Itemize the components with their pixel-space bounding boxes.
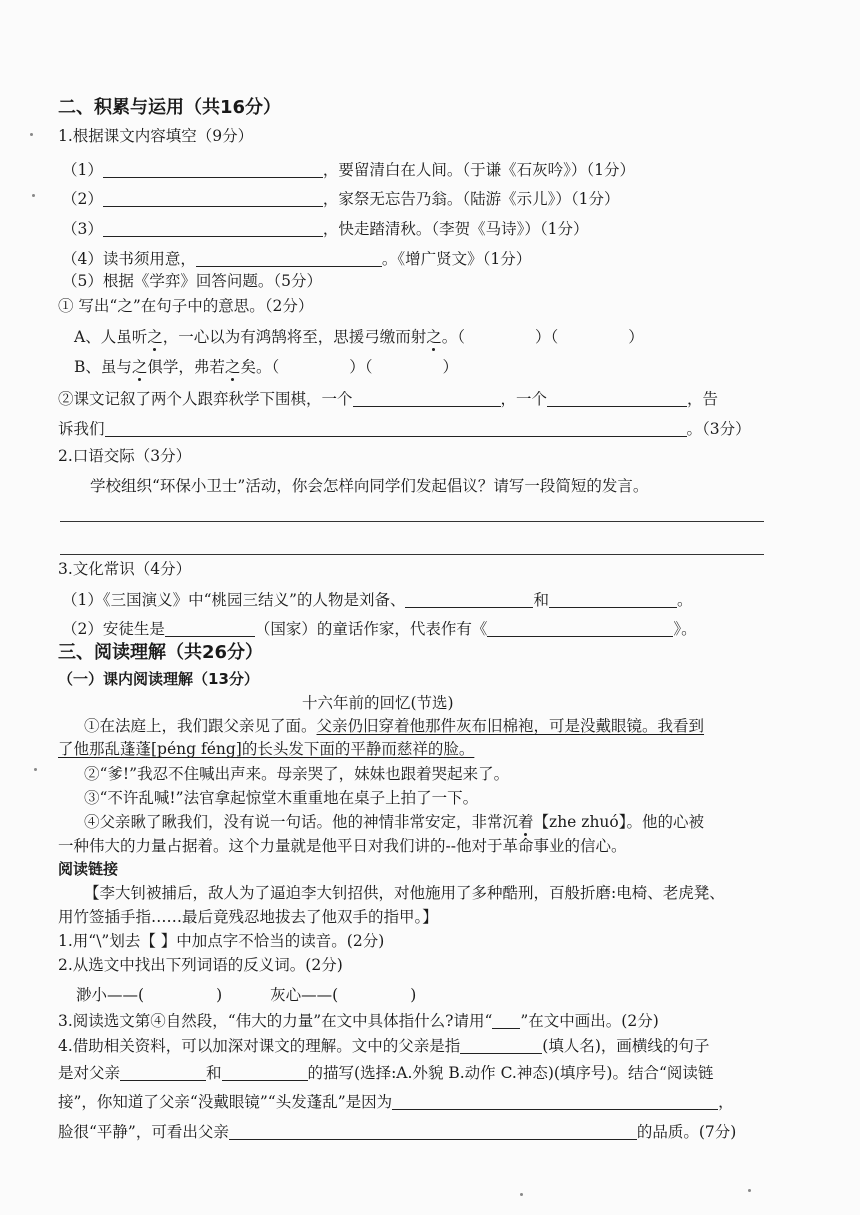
passage-p1a bbox=[84, 716, 704, 736]
q1-line1-text: ，要留清白在人间。（于谦《石灰吟》）（1分） bbox=[322, 161, 635, 179]
q1-line2-num: （2） bbox=[62, 190, 103, 208]
q1-title: 1.根据课文内容填空（9分） bbox=[58, 127, 254, 145]
text: 的品质。(7分) bbox=[636, 1123, 737, 1141]
q1-sub2 bbox=[58, 389, 718, 409]
passage-p4a bbox=[84, 812, 704, 832]
dotted-char: 之 bbox=[426, 328, 442, 346]
answer-blank[interactable] bbox=[392, 1093, 718, 1110]
text: ，一个 bbox=[500, 390, 548, 408]
q1-line2-text: ，家祭无忘告乃翁。（陆游《示儿》）（1分） bbox=[322, 190, 620, 208]
text: 渺小——( bbox=[76, 986, 145, 1004]
dotted-char: 之 bbox=[147, 328, 163, 346]
text: ， bbox=[718, 1093, 734, 1111]
q1-sub2b bbox=[58, 419, 751, 439]
answer-blank[interactable] bbox=[103, 190, 323, 207]
scan-speck bbox=[520, 1193, 523, 1196]
text: 接”，你知道了父亲“没戴眼镜”“头发蓬乱”是因为 bbox=[58, 1093, 393, 1111]
q1-line4-pre: （4）读书须用意， bbox=[62, 250, 196, 268]
passage-title: 十六年前的回忆(节选) bbox=[302, 694, 454, 712]
underlined-sentence: 父亲仍旧穿着他那件灰布旧棉袍，可是没戴眼镜。我看到 bbox=[316, 717, 705, 735]
text: 和 bbox=[206, 1064, 222, 1082]
underlined-sentence: 了他那乱蓬蓬[péng féng]的长头发下面的平静而慈祥的脸。 bbox=[58, 740, 475, 758]
text: 。（ bbox=[441, 328, 466, 346]
answer-blank[interactable] bbox=[196, 250, 382, 267]
rq4c bbox=[58, 1092, 734, 1112]
part1-title: （一）课内阅读理解（13分） bbox=[58, 670, 259, 688]
answer-blank[interactable] bbox=[229, 1123, 637, 1140]
text: ①在法庭上，我们跟父亲见了面。 bbox=[84, 717, 317, 735]
answer-blank[interactable] bbox=[105, 420, 687, 437]
answer-blank[interactable] bbox=[353, 390, 501, 407]
rq2: 2.从选文中找出下列词语的反义词。(2分) bbox=[58, 956, 343, 974]
answer-blank[interactable] bbox=[103, 161, 323, 178]
text: ） bbox=[442, 358, 458, 376]
q1-line4 bbox=[62, 249, 531, 269]
scan-speck bbox=[34, 768, 37, 771]
answer-blank[interactable] bbox=[487, 620, 673, 637]
text: ） bbox=[628, 328, 644, 346]
scan-speck bbox=[748, 1189, 751, 1192]
text: ）（ bbox=[349, 358, 373, 376]
text: 3.阅读选文第④自然段，“伟大的力量”在文中具体指什么?请用“ bbox=[58, 1012, 493, 1030]
q2-text: 学校组织“环保小卫士”活动，你会怎样向同学们发起倡议？请写一段简短的发言。 bbox=[90, 477, 649, 495]
q3-line2 bbox=[62, 619, 697, 639]
rq2-words bbox=[76, 985, 416, 1005]
q1-line3 bbox=[62, 219, 589, 239]
rq3 bbox=[58, 1011, 659, 1031]
section3-title: 三、阅读理解（共26分） bbox=[58, 642, 264, 663]
q1-line3-num: （3） bbox=[62, 220, 103, 238]
text: （2）安徒生是 bbox=[62, 620, 165, 638]
text: 是对父亲 bbox=[58, 1064, 121, 1082]
answer-line[interactable] bbox=[60, 521, 764, 522]
answer-blank[interactable] bbox=[460, 1037, 542, 1054]
text: 脸很“平静”，可看出父亲 bbox=[58, 1123, 229, 1141]
text: 。 bbox=[676, 591, 693, 609]
reading-link-title: 阅读链接 bbox=[58, 860, 119, 878]
text: ) bbox=[410, 986, 417, 1004]
answer-blank[interactable] bbox=[120, 1064, 206, 1081]
section2-title: 二、积累与运用（共16分） bbox=[58, 97, 282, 118]
text: ）（ bbox=[535, 328, 559, 346]
text: A、人虽听 bbox=[74, 328, 148, 346]
rq4d bbox=[58, 1122, 736, 1142]
underline-mark bbox=[492, 1012, 520, 1029]
q1-sub1-a bbox=[74, 327, 644, 347]
text: 4.借助相关资料，可以加深对课文的理解。文中的父亲是指 bbox=[58, 1037, 461, 1055]
text: 。（3分） bbox=[686, 420, 751, 438]
answer-blank[interactable] bbox=[549, 591, 677, 608]
rq1: 1.用“\”划去【 】中加点字不恰当的读音。(2分) bbox=[58, 932, 385, 950]
text: ，一心以为有鸿鹄将至，思援弓缴而射 bbox=[162, 328, 427, 346]
text: 的描写(选择:A.外貌 B.动作 C.神态)(填序号)。结合“阅读链 bbox=[307, 1064, 714, 1082]
passage-p4b: 一种伟大的力量占据着。这个力量就是他平日对我们讲的--他对于革命事业的信心。 bbox=[58, 837, 627, 855]
q1-line1-num: （1） bbox=[62, 161, 103, 179]
q1-line1 bbox=[62, 160, 635, 180]
passage-p1b bbox=[58, 739, 474, 759]
answer-blank[interactable] bbox=[405, 591, 533, 608]
answer-blank[interactable] bbox=[222, 1064, 308, 1081]
text: （1）《三国演义》中“桃园三结义”的人物是刘备、 bbox=[62, 591, 406, 609]
answer-blank[interactable] bbox=[547, 390, 687, 407]
answer-blank[interactable] bbox=[165, 620, 255, 637]
answer-blank[interactable] bbox=[103, 220, 323, 237]
q1-line5: （5）根据《学弈》回答问题。（5分） bbox=[62, 272, 322, 290]
q1-sub1-b bbox=[74, 357, 458, 377]
q1-line2 bbox=[62, 189, 620, 209]
q1-line3-text: ，快走踏清秋。（李贺《马诗》）（1分） bbox=[322, 220, 589, 238]
text: B、虽与 bbox=[74, 358, 132, 376]
text: ②课文记叙了两个人跟弈秋学下围棋，一个 bbox=[58, 390, 353, 408]
text: 》。 bbox=[673, 620, 697, 638]
reading-link-a: 【李大钊被捕后，敌人为了逼迫李大钊招供，对他施用了多种酷刑，百般折磨:电椅、老虎凳、 bbox=[84, 884, 725, 902]
text: 诉我们 bbox=[58, 420, 105, 438]
text: (填人名)，画横线的句子 bbox=[542, 1037, 710, 1055]
q1-sub1: ① 写出“之”在句子中的意思。（2分） bbox=[58, 297, 314, 315]
rq4b bbox=[58, 1063, 713, 1083]
passage-p2: ②“爹!”我忍不住喊出声来。母亲哭了，妹妹也跟着哭起来了。 bbox=[84, 765, 510, 783]
text: 俱学，弗若 bbox=[147, 358, 225, 376]
dotted-char: 之 bbox=[224, 358, 241, 376]
text: （国家）的童话作家，代表作有《 bbox=[254, 620, 488, 638]
text: ”在文中画出。(2分) bbox=[520, 1012, 659, 1030]
text: ，告 bbox=[687, 390, 719, 408]
answer-line[interactable] bbox=[60, 554, 764, 555]
dotted-char: 着 bbox=[518, 813, 534, 831]
rq4a bbox=[58, 1036, 709, 1056]
q2-title: 2.口语交际（3分） bbox=[58, 447, 192, 465]
text: 和 bbox=[533, 591, 549, 609]
q3-line1 bbox=[62, 590, 693, 610]
text: 矣。（ bbox=[240, 358, 280, 376]
dotted-char: 之 bbox=[131, 358, 148, 376]
text: ④父亲瞅了瞅我们，没有说一句话。他的神情非常安定，非常沉 bbox=[84, 813, 519, 831]
q1-line4-text: 。《增广贤文》（1分） bbox=[381, 250, 532, 268]
scan-speck bbox=[30, 133, 33, 136]
text: 【zhe zhuó】。他的心被 bbox=[533, 813, 704, 831]
text: 灰心——( bbox=[270, 986, 339, 1004]
reading-link-b: 用竹签插手指……最后竟残忍地拔去了他双手的指甲。】 bbox=[58, 908, 438, 926]
text: ) bbox=[216, 986, 223, 1004]
q3-title: 3.文化常识（4分） bbox=[58, 560, 192, 578]
scan-speck bbox=[32, 194, 35, 197]
passage-p3: ③“不许乱喊!”法官拿起惊堂木重重地在桌子上拍了一下。 bbox=[84, 789, 479, 807]
